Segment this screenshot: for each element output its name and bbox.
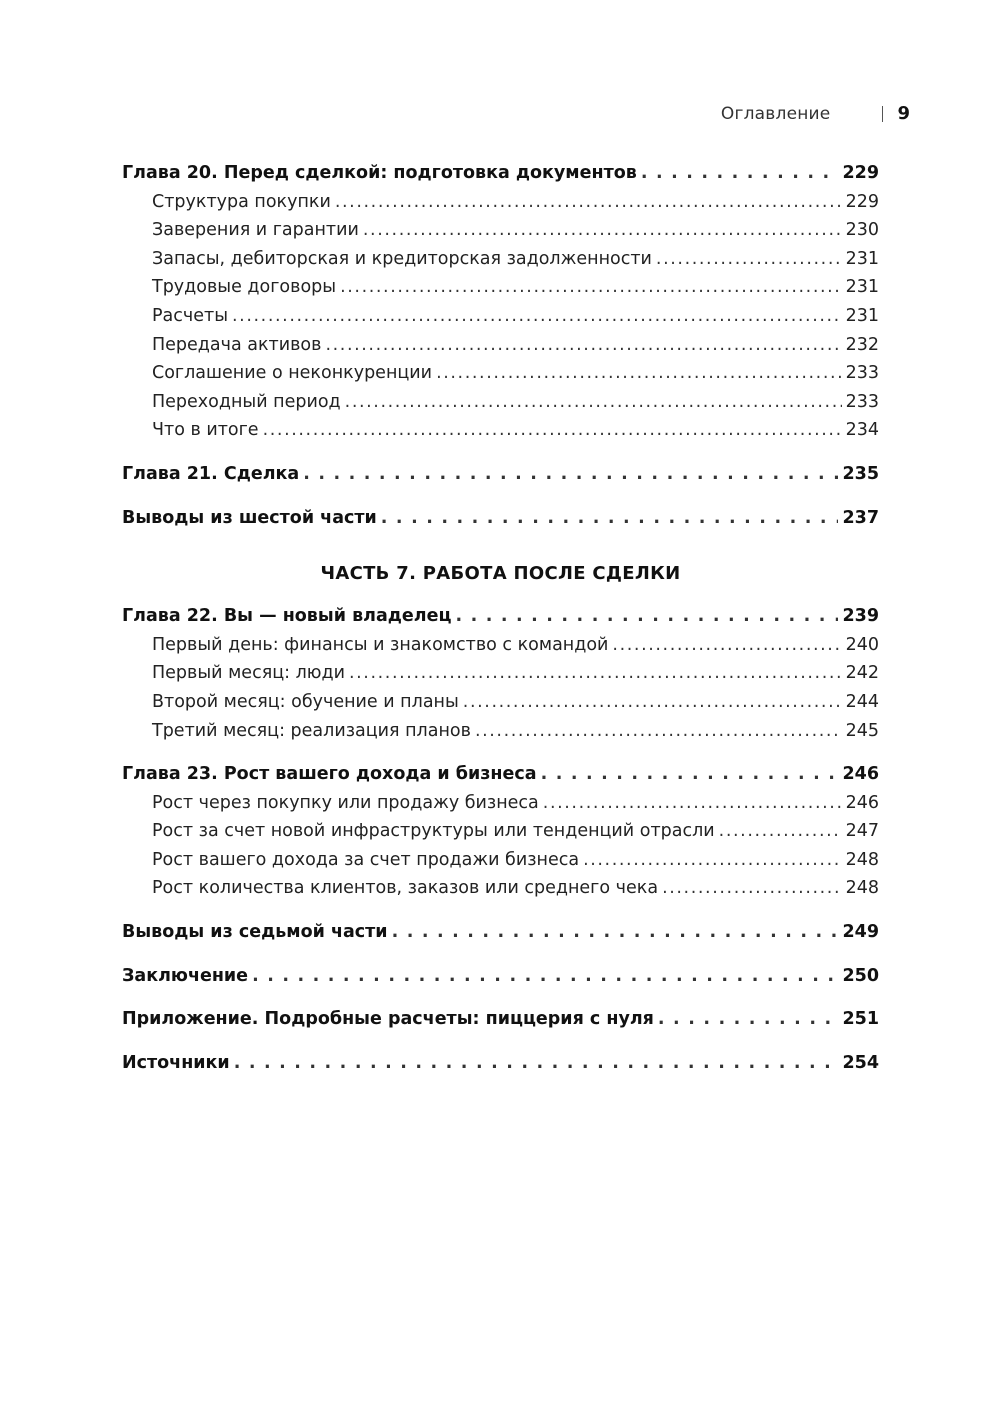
- entry-page-number: 233: [845, 363, 879, 384]
- entry-page-number: 248: [845, 849, 879, 870]
- entry-page-number: 230: [845, 220, 879, 241]
- dot-leader: [543, 789, 842, 818]
- toc-section-entry[interactable]: [122, 631, 879, 660]
- entry-title: Соглашение о неконкуренции: [152, 363, 433, 384]
- entry-title: Источники: [122, 1052, 230, 1073]
- dot-leader: [381, 504, 839, 533]
- entry-title: Передача активов: [152, 334, 322, 355]
- toc-section-entry[interactable]: [122, 874, 879, 903]
- entry-title: Глава 21. Сделка: [122, 463, 300, 484]
- toc-chapter-entry[interactable]: [122, 159, 879, 188]
- dot-leader: [475, 717, 842, 746]
- toc-section-entry[interactable]: [122, 188, 879, 217]
- entry-title: Что в итоге: [152, 420, 259, 441]
- dot-leader: [263, 416, 842, 445]
- entry-page-number: 246: [845, 792, 879, 813]
- entry-title: Заверения и гарантии: [152, 220, 359, 241]
- entry-page-number: 229: [845, 191, 879, 212]
- toc-chapter-entry[interactable]: [122, 962, 879, 991]
- entry-title: Заключение: [122, 965, 249, 986]
- toc-chapter-entry[interactable]: [122, 1005, 879, 1034]
- toc-chapter-entry[interactable]: [122, 602, 879, 631]
- dot-leader: [436, 359, 842, 388]
- dot-leader: [234, 1049, 839, 1078]
- entry-title: Трудовые договоры: [152, 277, 337, 298]
- toc-section-entry[interactable]: [122, 846, 879, 875]
- entry-title: Глава 23. Рост вашего дохода и бизнеса: [122, 764, 537, 785]
- dot-leader: [349, 659, 842, 688]
- toc-section-entry[interactable]: [122, 216, 879, 245]
- dot-leader: [335, 188, 842, 217]
- dot-leader: [392, 918, 839, 947]
- dot-leader: [641, 159, 839, 188]
- running-header: [721, 103, 910, 124]
- entry-title: Переходный период: [152, 391, 341, 412]
- part-heading: ЧАСТЬ 7. РАБОТА ПОСЛЕ СДЕЛКИ: [320, 563, 681, 585]
- entry-title: Третий месяц: реализация планов: [152, 720, 471, 741]
- toc-chapter-entry[interactable]: [122, 918, 879, 947]
- entry-page-number: 244: [845, 691, 879, 712]
- dot-leader: [541, 760, 839, 789]
- dot-leader: [345, 388, 842, 417]
- dot-leader: [455, 602, 838, 631]
- entry-page-number: 239: [842, 606, 879, 627]
- entry-title: Рост через покупку или продажу бизнеса: [152, 792, 539, 813]
- entry-title: Второй месяц: обучение и планы: [152, 691, 459, 712]
- entry-page-number: 254: [842, 1052, 879, 1073]
- page-number: 9: [897, 103, 910, 124]
- toc-chapter-entry[interactable]: [122, 760, 879, 789]
- entry-page-number: 237: [842, 507, 879, 528]
- dot-leader: [303, 460, 838, 489]
- entry-title: Выводы из шестой части: [122, 507, 377, 528]
- entry-page-number: 246: [842, 764, 879, 785]
- toc-section-entry[interactable]: [122, 302, 879, 331]
- entry-page-number: 231: [845, 305, 879, 326]
- toc-section-entry[interactable]: [122, 359, 879, 388]
- dot-leader: [252, 962, 838, 991]
- entry-title: Рост за счет новой инфраструктуры или тенденций отрасли: [152, 821, 715, 842]
- dot-leader: [658, 1005, 839, 1034]
- dot-leader: [340, 273, 842, 302]
- entry-title: Рост вашего дохода за счет продажи бизнеса: [152, 849, 580, 870]
- toc-section-entry[interactable]: [122, 273, 879, 302]
- entry-title: Рост количества клиентов, заказов или среднего чека: [152, 878, 659, 899]
- entry-title: Приложение. Подробные расчеты: пиццерия с нуля: [122, 1009, 654, 1030]
- entry-page-number: 245: [845, 720, 879, 741]
- section-name: Оглавление: [720, 103, 831, 124]
- table-of-contents: [122, 159, 879, 1077]
- entry-page-number: 231: [845, 277, 879, 298]
- entry-page-number: 231: [845, 248, 879, 269]
- toc-section-entry[interactable]: [122, 717, 879, 746]
- toc-section-entry[interactable]: [122, 659, 879, 688]
- entry-page-number: 248: [845, 878, 879, 899]
- dot-leader: [463, 688, 842, 717]
- dot-leader: [656, 245, 842, 274]
- entry-title: Выводы из седьмой части: [122, 922, 388, 943]
- toc-section-entry[interactable]: [122, 789, 879, 818]
- toc-chapter-entry[interactable]: [122, 504, 879, 533]
- entry-title: Первый день: финансы и знакомство с командой: [152, 634, 609, 655]
- toc-chapter-entry[interactable]: [122, 460, 879, 489]
- entry-title: Глава 22. Вы — новый владелец: [122, 606, 452, 627]
- entry-title: Расчеты: [152, 305, 229, 326]
- dot-leader: [232, 302, 842, 331]
- header-separator: [882, 106, 883, 122]
- entry-title: Структура покупки: [152, 191, 331, 212]
- toc-section-entry[interactable]: [122, 245, 879, 274]
- entry-page-number: 242: [845, 663, 879, 684]
- entry-page-number: 249: [842, 922, 879, 943]
- dot-leader: [363, 216, 842, 245]
- entry-page-number: 232: [845, 334, 879, 355]
- entry-page-number: 251: [842, 1009, 879, 1030]
- dot-leader: [662, 874, 842, 903]
- dot-leader: [612, 631, 841, 660]
- entry-page-number: 229: [842, 163, 879, 183]
- entry-title: Запасы, дебиторская и кредиторская задолженности: [152, 248, 652, 269]
- entry-page-number: 233: [845, 391, 879, 412]
- entry-page-number: 235: [842, 463, 879, 484]
- entry-page-number: 247: [845, 821, 879, 842]
- toc-chapter-entry[interactable]: [122, 1049, 879, 1078]
- toc-section-entry[interactable]: [122, 817, 879, 846]
- toc-section-entry[interactable]: [122, 331, 879, 360]
- dot-leader: [583, 846, 842, 875]
- entry-title: Первый месяц: люди: [152, 663, 345, 684]
- toc-section-entry[interactable]: [122, 388, 879, 417]
- toc-section-entry[interactable]: [122, 688, 879, 717]
- entry-title: Глава 20. Перед сделкой: подготовка документов: [122, 163, 637, 183]
- entry-page-number: 234: [845, 420, 879, 441]
- entry-page-number: 240: [845, 634, 879, 655]
- dot-leader: [719, 817, 842, 846]
- entry-page-number: 250: [842, 965, 879, 986]
- dot-leader: [325, 331, 841, 360]
- toc-section-entry[interactable]: [122, 416, 879, 445]
